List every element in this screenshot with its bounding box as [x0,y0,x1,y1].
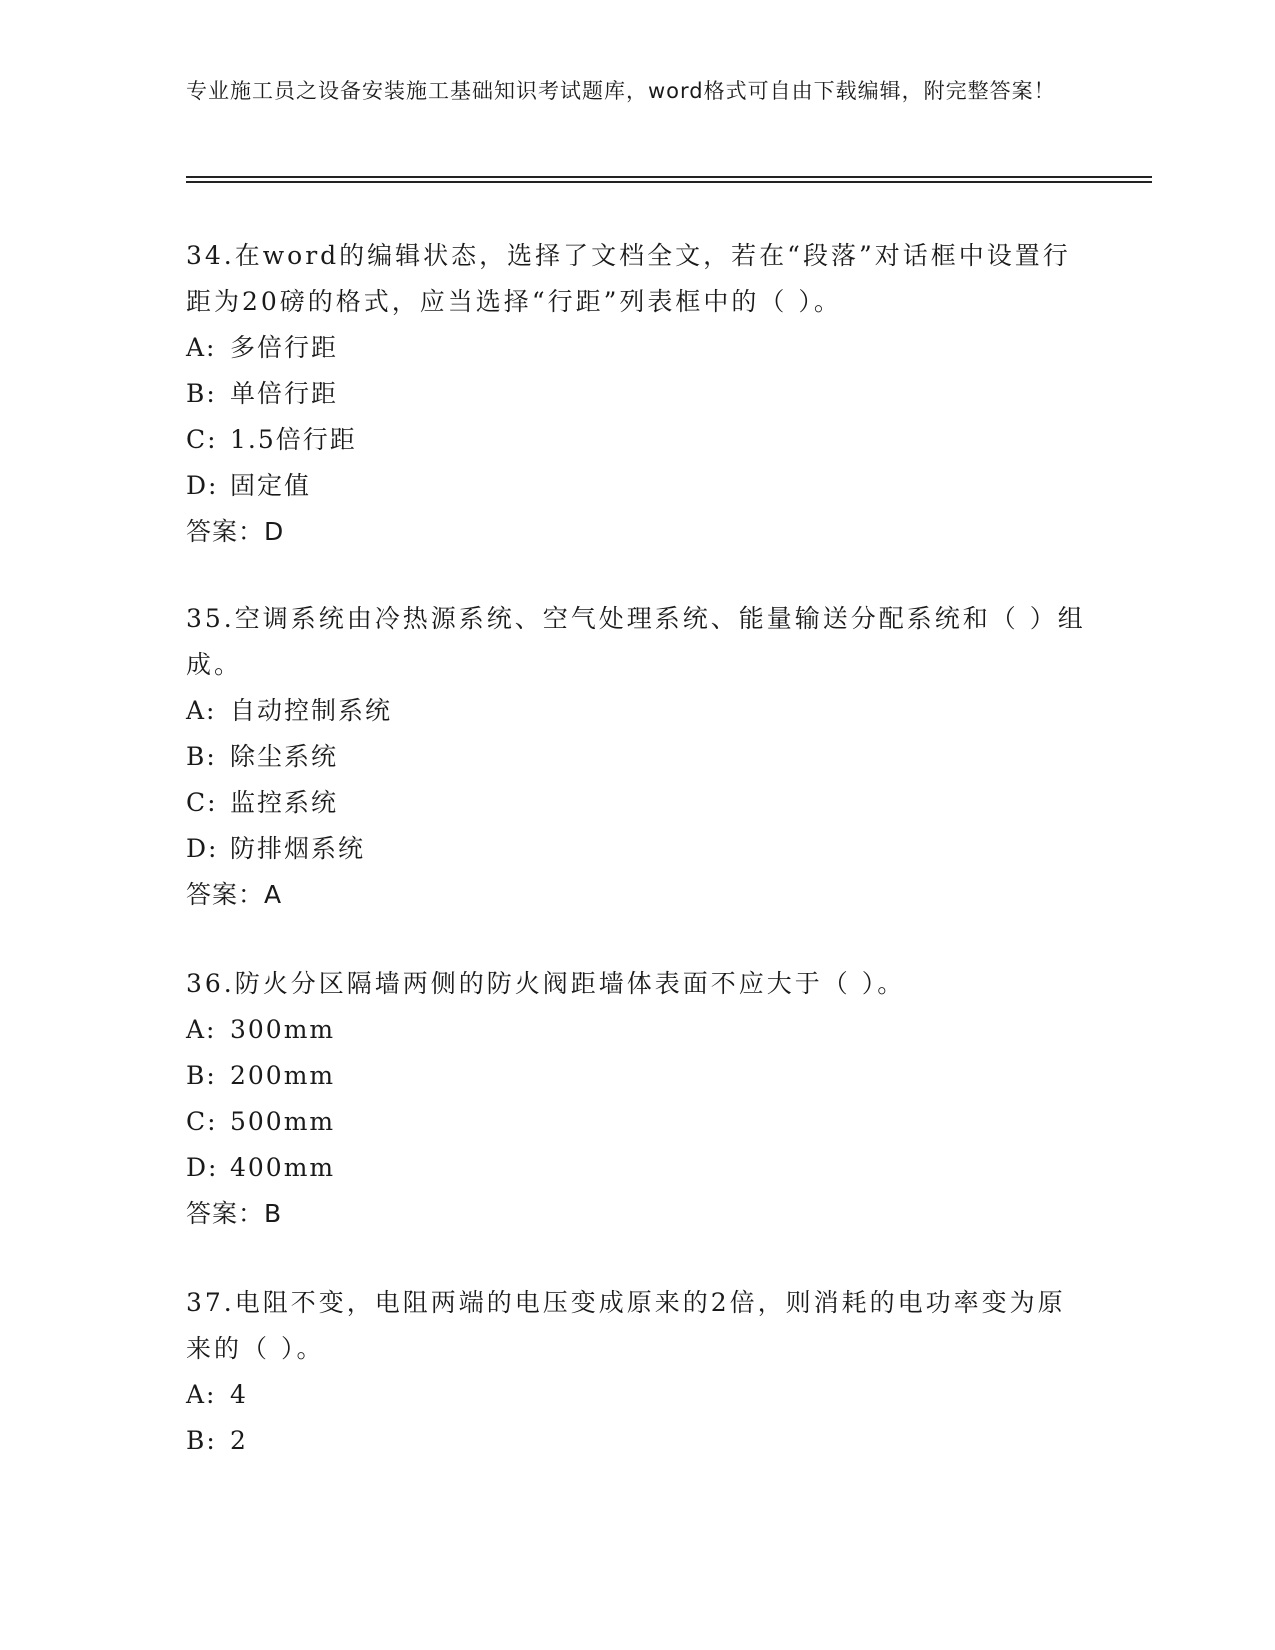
option-b [186,371,1086,417]
header-divider [186,176,1152,178]
header-divider [186,181,1152,183]
option-c [186,417,1086,463]
option-text: 2 [230,1426,248,1455]
option-text: 200mm [230,1061,336,1090]
option-text: 500mm [230,1107,336,1136]
option-c [186,780,1086,826]
option-a [186,1007,1086,1053]
question-36 [186,961,1086,1237]
option-key: B: [186,742,217,771]
option-a [186,325,1086,371]
option-text: 除尘系统 [230,742,339,771]
option-key: D: [186,471,219,500]
option-text: 300mm [230,1015,336,1044]
answer: 答案：D [186,517,285,546]
option-a [186,688,1086,734]
option-text: 固定值 [230,471,312,500]
question-stem: 37.电阻不变，电阻两端的电压变成原来的2倍，则消耗的电功率变为原来的（ ）。 [186,1288,1066,1363]
option-key: A: [186,333,217,362]
option-d [186,1145,1086,1191]
option-d [186,463,1086,509]
option-text: 400mm [230,1153,336,1182]
option-key: A: [186,1015,217,1044]
option-d [186,826,1086,872]
option-b [186,734,1086,780]
option-key: D: [186,834,219,863]
option-b [186,1053,1086,1099]
option-key: B: [186,1061,217,1090]
option-text: 单倍行距 [230,379,339,408]
option-text: 多倍行距 [230,333,339,362]
question-35 [186,596,1086,918]
option-a [186,1372,1086,1418]
option-key: A: [186,696,217,725]
option-text: 防排烟系统 [230,834,366,863]
answer: 答案：A [186,880,283,909]
option-text: 自动控制系统 [230,696,393,725]
option-key: B: [186,379,217,408]
option-text: 监控系统 [230,788,339,817]
option-key: B: [186,1426,217,1455]
option-text: 1.5倍行距 [230,425,357,454]
option-key: D: [186,1153,219,1182]
answer: 答案：B [186,1199,283,1228]
question-stem: 35.空调系统由冷热源系统、空气处理系统、能量输送分配系统和（ ）组成。 [186,604,1086,679]
option-key: C: [186,1107,218,1136]
option-key: C: [186,425,218,454]
option-c [186,1099,1086,1145]
option-text: 4 [230,1380,248,1409]
question-stem: 34.在word的编辑状态，选择了文档全文，若在“段落”对话框中设置行距为20磅的格式，应当选择“行距”列表框中的（ ）。 [186,241,1071,316]
page-header: 专业施工员之设备安装施工基础知识考试题库，word格式可自由下载编辑，附完整答案！ [186,79,1056,103]
option-key: A: [186,1380,217,1409]
question-34 [186,233,1086,555]
question-37 [186,1280,1086,1464]
option-key: C: [186,788,218,817]
question-stem: 36.防火分区隔墙两侧的防火阀距墙体表面不应大于（ ）。 [186,969,906,998]
option-b [186,1418,1086,1464]
